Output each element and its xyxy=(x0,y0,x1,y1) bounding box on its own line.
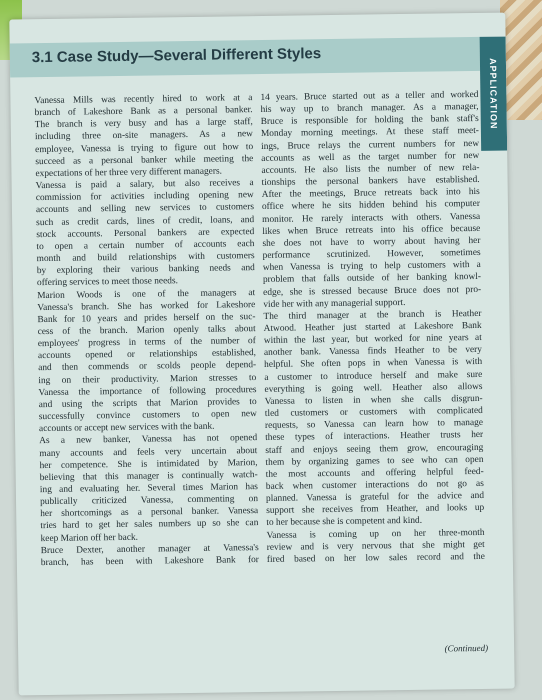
right-column-line: back when customer interactions do not go as xyxy=(265,478,484,492)
right-column-line: After the meetings, Bruce retreats back into his xyxy=(261,187,480,201)
left-column-line: expectations of her three very different managers. xyxy=(35,166,222,180)
right-column-line: Monday morning meetings. At these staff meet- xyxy=(260,126,479,140)
left-column-line: branch of Lakeshore Bank as a personal banker. xyxy=(34,105,253,119)
right-column-line: problem that falls outside of her banking knowl- xyxy=(262,272,482,286)
right-column-line: 14 years. Bruce started out as a teller and worked xyxy=(260,89,479,103)
left-column-line: As a new banker, Vanessa has not opened xyxy=(39,433,258,447)
left-column-line: The branch is very busy and has a large staff, xyxy=(34,117,253,131)
right-column-line: office where he sits hidden behind his computer xyxy=(261,199,481,213)
right-column-line: within the last year, but worked for nine years at xyxy=(263,333,482,347)
page-title: 3.1 Case Study—Several Different Styles xyxy=(31,45,322,67)
left-column-line: many accounts and feels very uncertain about xyxy=(39,445,258,459)
right-text-column xyxy=(260,89,485,566)
right-column-line: likes when Bruce retreats into his office because xyxy=(262,223,481,237)
right-column-line: them by organizing games to see who can open xyxy=(265,454,484,468)
right-column-line: another bank. Vanessa finds Heather to be very xyxy=(263,345,483,359)
left-column-line: her shortcomings as a personal banker. Vanessa xyxy=(40,506,259,520)
right-column-line: tled customers or customers with complicated xyxy=(264,405,483,420)
right-column-line: Atwood. Heather just started at Lakeshore Bank xyxy=(263,320,482,334)
side-tab-label: APPLICATION xyxy=(487,58,499,130)
right-column-line: requests, so Vanessa can learn how to manage xyxy=(264,418,484,432)
right-column-line: everything is going well. Heather also allows xyxy=(264,381,483,395)
left-column-line: employees' progress in terms of the number of xyxy=(37,336,256,350)
right-column-line: staff and enjoys seeing them grow, encouraging xyxy=(265,442,484,456)
left-column-line: month and build relationships with customers xyxy=(36,251,255,265)
right-column-line: Vanessa is coming up on her three-month xyxy=(266,527,485,541)
left-column-line: Vanessa is paid a salary, but also receives a xyxy=(35,178,254,192)
left-column-line: offering services to meet those needs. xyxy=(36,276,178,289)
left-column-line: such as credit cards, lines of credit, loans, and xyxy=(36,214,255,228)
left-column-line: Bruce Dexter, another manager at Vanessa's xyxy=(40,542,259,556)
left-column-line: publically criticized Vanessa, commenting on xyxy=(39,494,259,508)
right-column-line: she does not have to worry about having her xyxy=(262,235,481,249)
left-column-line: branch, has been with Lakeshore Bank for xyxy=(40,555,259,569)
right-column-line: fired based on her low sales record and the xyxy=(266,551,485,565)
left-column-line: including three on-site managers. As a new xyxy=(34,129,254,143)
right-column-line: performance scrutinized. However, sometimes xyxy=(262,247,481,262)
right-column-line: Vanessa to listen in when she calls disgrun- xyxy=(264,393,483,407)
left-column-line: accounts or accept new services with the bank. xyxy=(38,421,215,435)
left-column-line: keep Marion off her back. xyxy=(40,532,139,544)
right-column-line: Bruce is responsible for holding the bank staff's xyxy=(260,114,479,128)
left-column-line: ing on their productivity. Marion stresses to xyxy=(38,372,257,386)
left-text-column xyxy=(34,92,259,569)
right-column-line: tionships the personal bankers have established. xyxy=(261,175,480,189)
left-column-line: her competence. She is intimidated by Marion, xyxy=(39,457,258,471)
left-column-line: to open a certain number of accounts each xyxy=(36,238,255,253)
left-column-line: stock accounts. Personal bankers are expected xyxy=(36,226,255,240)
left-column-line: Vanessa the importance of following procedures xyxy=(38,384,257,398)
left-column-line: Marion Woods is one of the managers at xyxy=(37,287,256,301)
right-column-line: support she receives from Heather, and looks up xyxy=(266,503,485,517)
left-column-line: employee, Vanessa is trying to figure out how to xyxy=(35,141,254,155)
textbook-page xyxy=(9,13,514,696)
right-column-line: The third manager at the branch is Heather xyxy=(263,308,482,322)
right-column-line: vide her with any managerial support. xyxy=(263,297,406,310)
left-column-line: Vanessa's branch. She has worked for Lakeshore xyxy=(37,299,256,313)
right-column-line: accounts. He also lists the number of new rela- xyxy=(261,162,480,176)
left-column-line: by exploring their various banking needs and xyxy=(36,263,255,277)
right-column-line: helpful. She often pops in when Vanessa is with xyxy=(264,357,483,371)
right-column-line: accounts as well as the target number for new xyxy=(261,150,480,164)
left-column-line: accounts opened or relationships established, xyxy=(37,348,257,362)
left-column-line: and using the scripts that Marion provides to xyxy=(38,396,257,411)
right-column-line: his way up to branch manager. As a manager, xyxy=(260,102,479,116)
right-column-line: these types of interactions. Heather trusts her xyxy=(265,430,484,444)
left-column-line: believing that this manager is continually watch- xyxy=(39,469,258,483)
left-column-line: successfully convince customers to open new xyxy=(38,409,257,423)
left-column-line: tries hard to get her sales numbers up so she can xyxy=(40,518,259,532)
right-column-line: the most accounts and offering helpful feed- xyxy=(265,466,484,480)
left-column-line: accounts and selling new services to customers xyxy=(35,202,255,216)
right-column-line: edge, she is stressed because Bruce does not pro- xyxy=(263,284,482,298)
left-column-line: and then commends or scolds people depend- xyxy=(38,360,257,374)
right-column-line: a customer to introduce herself and make sure xyxy=(264,369,483,383)
left-column-line: Vanessa Mills was recently hired to work at a xyxy=(34,93,253,107)
continued-label: (Continued) xyxy=(444,642,489,654)
left-column-line: ing and evaluating her. Several times Marion has xyxy=(39,482,258,496)
right-column-line: ings, Bruce relays the current numbers for new xyxy=(261,138,480,152)
right-column-line: review and is very nervous that she might get xyxy=(266,539,485,553)
left-column-line: succeed as a personal banker while meeting the xyxy=(35,153,254,167)
left-column-line: commission for activities including opening new xyxy=(35,190,254,204)
right-column-line: to her because she is competent and kind. xyxy=(266,516,423,529)
left-column-line: cess of the branch. Marion openly talks about xyxy=(37,324,256,338)
left-column-line: Bank for 10 years and prides herself on the suc- xyxy=(37,311,256,325)
right-column-line: planned. Vanessa is grateful for the advice and xyxy=(265,491,485,505)
right-column-line: monitor. He rarely interacts with others. Vanessa xyxy=(262,211,481,225)
right-column-line: when Vanessa is trying to help customers with a xyxy=(262,260,481,274)
section-side-tab xyxy=(480,37,508,151)
